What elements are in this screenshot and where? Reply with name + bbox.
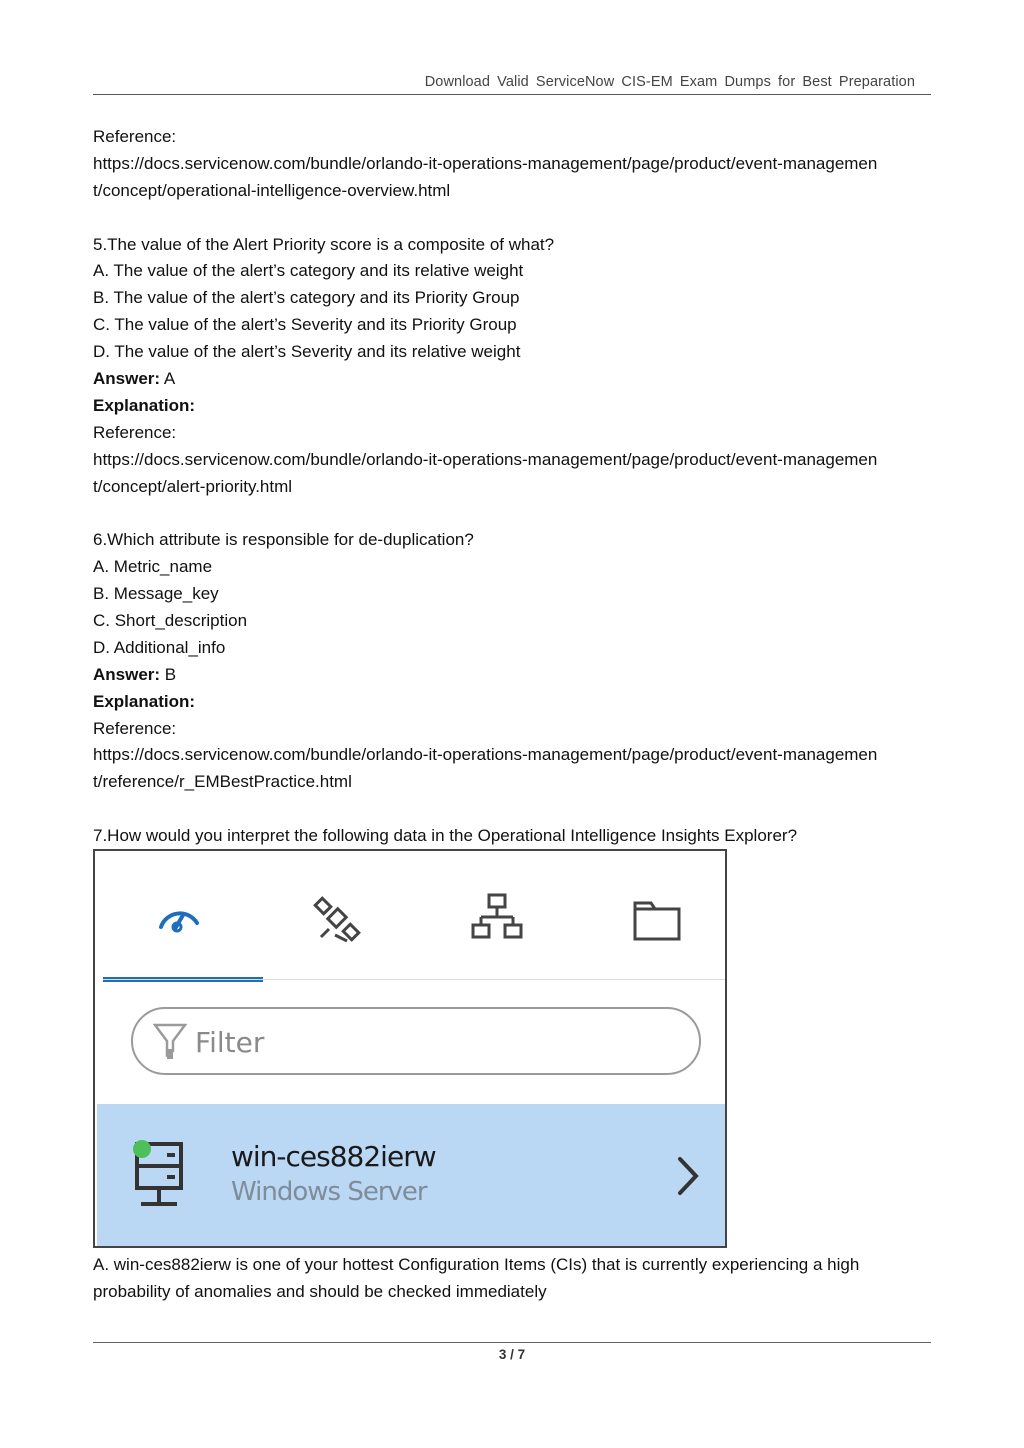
page-header	[93, 72, 931, 95]
gauge-icon	[149, 889, 209, 949]
question-7: 7.How would you interpret the following data in the Operational Intelligence Insights Explorer?	[93, 826, 798, 846]
ci-class: Windows Server	[231, 1177, 427, 1207]
ci-name: win-ces882ierw	[231, 1140, 436, 1173]
hierarchy-icon	[467, 889, 527, 949]
tab-dashboard[interactable]	[149, 889, 209, 949]
reference-label: Reference:	[93, 127, 177, 146]
question-5: 5.The value of the Alert Priority score is a composite of what?	[93, 234, 555, 254]
tab-satellite[interactable]	[307, 889, 367, 949]
q6-option-c: C. Short_description	[93, 611, 248, 631]
filter-field[interactable]	[131, 1007, 701, 1075]
q5-reference-url-line1[interactable]: https://docs.servicenow.com/bundle/orlando-it-operations-management/page/product/event-managemen	[93, 449, 878, 469]
explorer-tab-bar	[99, 851, 723, 979]
question-6: 6.Which attribute is responsible for de-duplication?	[93, 530, 474, 550]
answer-value: B	[160, 664, 177, 684]
answer-value: A	[160, 369, 176, 389]
q6-explanation-label: Explanation:	[93, 691, 196, 711]
q6-option-d: D. Additional_info	[93, 637, 226, 657]
q6-option-b: B. Message_key	[93, 584, 219, 604]
page-footer	[93, 1342, 931, 1362]
document-body	[93, 124, 943, 850]
tab-folder[interactable]	[627, 889, 687, 949]
q6-option-a: A. Metric_name	[93, 557, 213, 577]
tab-topology[interactable]	[467, 889, 527, 949]
q5-explanation-label: Explanation:	[93, 395, 196, 415]
q7-option-a-line2: probability of anomalies and should be checked immediately	[93, 1281, 547, 1301]
q6-answer	[93, 662, 943, 689]
filter-input[interactable]	[193, 1023, 677, 1061]
status-indicator	[133, 1140, 151, 1158]
answer-label: Answer:	[93, 369, 161, 389]
satellite-icon	[307, 889, 367, 949]
chevron-right-icon[interactable]	[675, 1154, 701, 1198]
ci-list-item[interactable]	[97, 1104, 725, 1248]
answer-label: Answer:	[93, 664, 161, 684]
q5-reference-label: Reference:	[93, 422, 177, 442]
q5-option-d: D. The value of the alert’s Severity and its relative weight	[93, 342, 521, 362]
reference-url-line1[interactable]: https://docs.servicenow.com/bundle/orlando-it-operations-management/page/product/event-managemen	[93, 153, 878, 173]
q6-reference-label: Reference:	[93, 718, 177, 738]
q7-options	[93, 1252, 943, 1306]
page-number: 3 / 7	[498, 1347, 526, 1362]
q5-reference-url-line2[interactable]: t/concept/alert-priority.html	[93, 476, 293, 496]
q7-option-a-line1: A. win-ces882ierw is one of your hottest Configuration Items (CIs) that is currently experiencing a high	[93, 1255, 860, 1274]
filter-icon	[153, 1021, 187, 1061]
q5-option-a: A. The value of the alert’s category and its relative weight	[93, 261, 524, 281]
header-text: Download Valid ServiceNow CIS-EM Exam Dumps for Best Preparation	[424, 74, 915, 90]
q5-option-c: C. The value of the alert’s Severity and its Priority Group	[93, 315, 517, 335]
reference-url-line2[interactable]: t/concept/operational-intelligence-overview.html	[93, 180, 451, 200]
q5-option-b: B. The value of the alert’s category and its Priority Group	[93, 288, 520, 308]
q5-answer	[93, 366, 943, 393]
q6-reference-url-line2[interactable]: t/reference/r_EMBestPractice.html	[93, 772, 352, 792]
insights-explorer-screenshot	[93, 849, 727, 1248]
folder-icon	[627, 889, 687, 949]
q6-reference-url-line1[interactable]: https://docs.servicenow.com/bundle/orlando-it-operations-management/page/product/event-managemen	[93, 745, 878, 765]
